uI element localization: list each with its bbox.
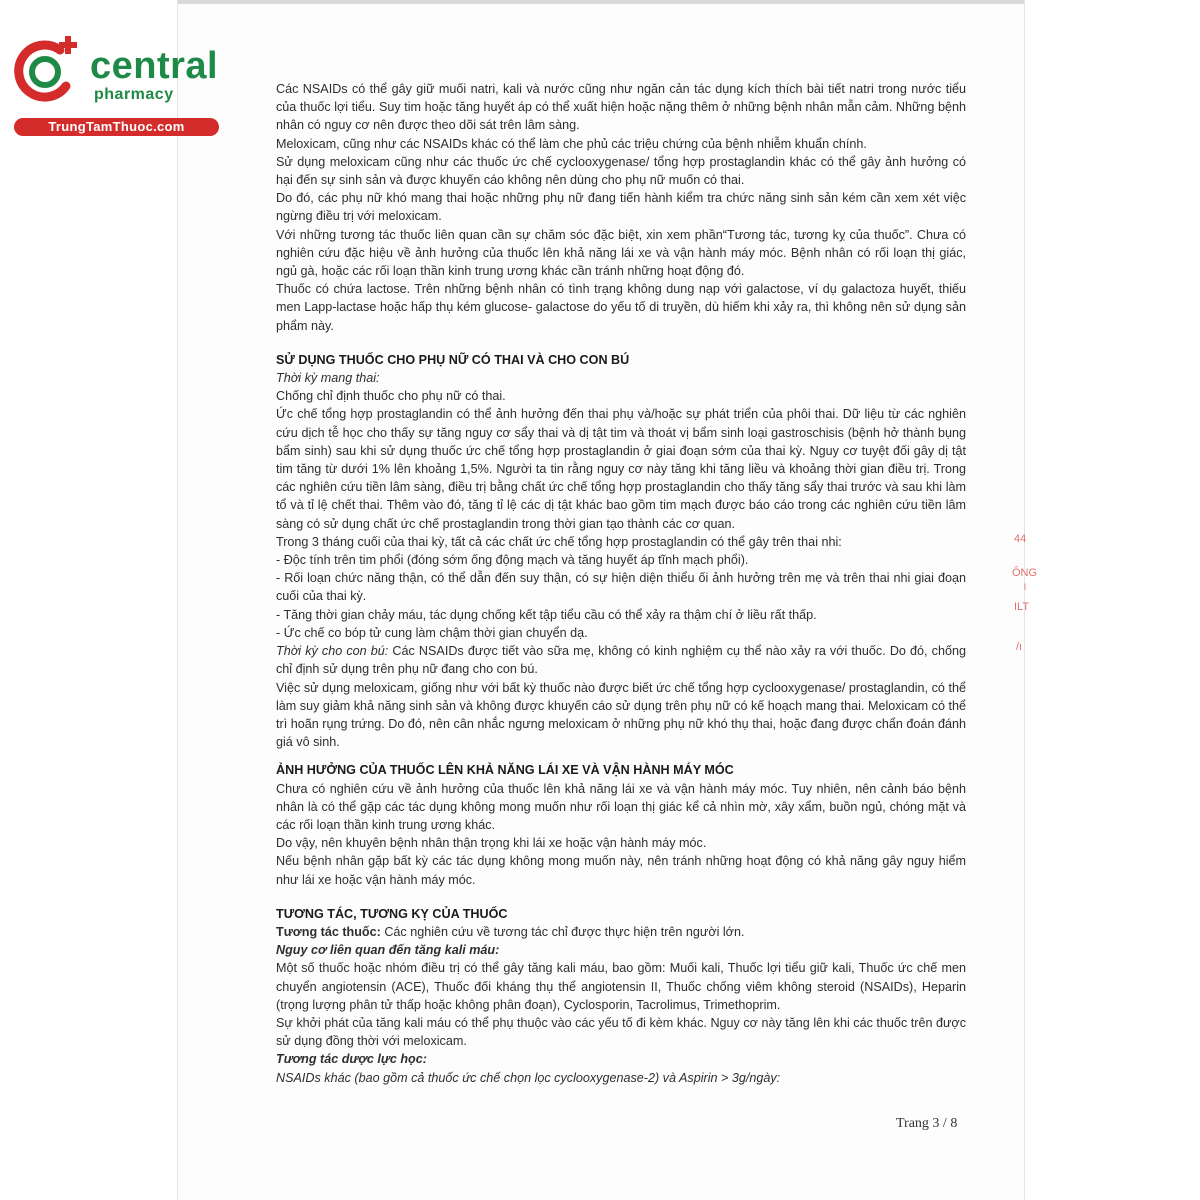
bullet-item: - Độc tính trên tim phổi (đóng sớm ống động mạch và tăng huyết áp tĩnh mạch phổi). [276, 553, 749, 568]
svg-text:l: l [1024, 582, 1026, 592]
paragraph-interactions [276, 923, 966, 941]
paragraph-nsaids-aspirin: NSAIDs khác (bao gồm cả thuốc ức chế chọn lọc cyclooxygenase-2) và Aspirin > 3g/ngày: [276, 1070, 781, 1085]
paragraph: Meloxicam, cũng như các NSAIDs khác có thể làm che phủ các triệu chứng của bệnh nhiễm khuẩn chính. [276, 136, 867, 151]
bullet-item: - Tăng thời gian chảy máu, tác dụng chống kết tập tiểu cầu có thể xảy ra thậm chí ở liều rất thấp. [276, 607, 817, 622]
paragraph: Do vậy, nên khuyên bệnh nhân thận trọng khi lái xe hoặc vận hành máy móc. [276, 836, 707, 851]
bullet-item: - Rối loạn chức năng thận, có thể dẫn đến suy thận, có sự hiện diện thiểu ối ảnh hưởng trên mẹ và trên thai nhi giai đoạn cuối của thai kỳ. [276, 571, 966, 604]
paragraph: Nếu bệnh nhân gặp bất kỳ các tác dụng không mong muốn này, nên tránh những hoạt động có khả năng gây nguy hiểm như lái xe hoặc vận hành máy móc. [276, 854, 966, 887]
bullet-item: - Ức chế co bóp tử cung làm chậm thời gian chuyển dạ. [276, 625, 588, 640]
svg-text:/ı: /ı [1016, 641, 1023, 653]
paragraph: Các NSAIDs có thể gây giữ muối natri, kali và nước cũng như ngăn cản tác dụng kích thích bài tiết natri trong nước tiểu của thuốc lợi tiểu. Suy tim hoặc tăng huyết áp có thể xuất hiện hoặc nặng thêm ở những bệnh nhân mẫn cảm. Những bệnh nhân có nguy cơ nên được theo dõi sát trên lâm sàng. [276, 82, 966, 133]
paragraph: Thuốc có chứa lactose. Trên những bệnh nhân có tình trạng không dung nạp với galactose, ví dụ galactoza huyết, thiếu men Lapp-lactase hoặc hấp thụ kém glucose- galactose do yếu tố di truyền, dù hiếm khi xảy ra, thì không nên sử dụng sản phẩm này. [276, 282, 966, 333]
paragraph: Sử dụng meloxicam cũng như các thuốc ức chế cyclooxygenase/ tổng hợp prostaglandin khác có thể gây ảnh hưởng có hại đến sự sinh sản và được khuyến cáo không nên dùng cho phụ nữ muốn có thai. [276, 154, 966, 188]
subheading-hyperkalemia: Nguy cơ liên quan đến tăng kali máu: [276, 943, 500, 958]
logo-name: central [90, 45, 219, 87]
paragraph: Chống chỉ định thuốc cho phụ nữ có thai. [276, 389, 506, 404]
section-heading-interactions: TƯƠNG TÁC, TƯƠNG KỴ CỦA THUỐC [276, 906, 508, 921]
paragraph: Một số thuốc hoặc nhóm điều trị có thể gây tăng kali máu, bao gồm: Muối kali, Thuốc lợi tiểu giữ kali, Thuốc ức chế men chuyển angiotensin (ACE), Thuốc đối kháng thụ thể angiotensin II, Thuốc chống viêm không steroid (NSAIDs), Heparin (trọng lượng phân tử thấp hoặc không phân đoạn), Cyclosporin, Tacrolimus, Trimethoprim. [276, 961, 966, 1012]
logo-url-badge: TrungTamThuoc.com [14, 118, 219, 136]
subheading-pharmacodynamic: Tương tác dược lực học: [276, 1052, 427, 1067]
page-number: Trang 3 / 8 [896, 1116, 958, 1131]
paragraph: Ức chế tổng hợp prostaglandin có thể ảnh hưởng đến thai phụ và/hoặc sự phát triển của phôi thai. Dữ liệu từ các nghiên cứu dịch tễ học cho thấy sự tăng nguy cơ sẩy thai và dị tật tim và thoát vị bẩm sinh loại gastroschisis (bệnh hở thành bụng bẩm sinh) sau khi sử dụng thuốc ức chế tổng hợp prostaglandin ở giai đoạn sớm của thai kỳ. Nguy cơ tuyệt đối gây dị tật tim tăng từ dưới 1% lên khoảng 1,5%. Người ta tin rằng nguy cơ này tăng khi tăng liều và khoảng thời gian điều trị. Trong các nghiên cứu tiền lâm sàng, điều trị bằng chất ức chế tổng hợp prostaglandin cho thấy tăng sẩy thai trước và sau khi làm tổ và tỉ lệ chết thai. Thêm vào đó, tăng tỉ lệ các dị tật khác bao gồm tim mạch được báo cáo trong các nghiên cứu tiền lâm sàng có sử dụng chất ức chế prostaglandin trong thời gian tạo thành các cơ quan. [276, 407, 966, 531]
svg-text:ILT: ILT [1014, 601, 1030, 613]
paragraph-lactation [276, 642, 966, 678]
svg-text:44: 44 [1014, 533, 1027, 545]
interaction-label: Tương tác thuốc: [276, 924, 381, 939]
logo-subtitle: pharmacy [94, 86, 174, 103]
red-stamp-fragment [1004, 520, 1038, 670]
paragraph: Trong 3 tháng cuối của thai kỳ, tất cả các chất ức chế tổng hợp prostaglandin có thể gây trên thai nhi: [276, 534, 842, 549]
interaction-text: Các nghiên cứu về tương tác chỉ được thực hiện trên người lớn. [380, 924, 745, 939]
paragraph: Việc sử dụng meloxicam, giống như với bất kỳ thuốc nào được biết ức chế tổng hợp cyclooxygenase/ prostaglandin, có thể làm suy giảm khả năng sinh sản và không được khuyến cáo sử dụng trên phụ nữ có kế hoạch mang thai. Meloxicam có thể trì hoãn rụng trứng. Do đó, nên cân nhắc ngưng meloxicam ở những phụ nữ khó thụ thai, hoặc đang được chẩn đoán đánh giá vô sinh. [276, 680, 966, 750]
paragraph: Với những tương tác thuốc liên quan cần sự chăm sóc đặc biệt, xin xem phần“Tương tác, tương kỵ của thuốc”. Chưa có nghiên cứu đặc hiệu về ảnh hưởng của thuốc lên khả năng lái xe và vận hành máy móc. Bệnh nhân có rối loạn thị giác, ngủ gà, hoặc các rối loạn thần kinh trung ương khác cần tránh những hoạt động đó. [276, 227, 966, 279]
paragraph: Sự khởi phát của tăng kali máu có thể phụ thuộc vào các yếu tố đi kèm khác. Nguy cơ này tăng lên khi các thuốc trên được sử dụng đồng thời với meloxicam. [276, 1015, 966, 1049]
pharmacy-logo-icon [10, 36, 82, 108]
central-pharmacy-logo[interactable] [10, 36, 219, 136]
document-body [276, 80, 966, 1087]
section-heading-driving: ẢNH HƯỞNG CỦA THUỐC LÊN KHẢ NĂNG LÁI XE VÀ VẬN HÀNH MÁY MÓC [276, 763, 734, 778]
lactation-text: Các NSAIDs được tiết vào sữa mẹ, không có kinh nghiệm cụ thể nào xảy ra với thuốc. Do đó, chống chỉ định sử dụng trên phụ nữ đang cho con bú. [276, 644, 966, 677]
section-heading-pregnancy: SỬ DỤNG THUỐC CHO PHỤ NỮ CÓ THAI VÀ CHO CON BÚ [276, 352, 630, 367]
subheading-pregnancy-period: Thời kỳ mang thai: [276, 371, 380, 386]
paragraph: Chưa có nghiên cứu về ảnh hưởng của thuốc lên khả năng lái xe và vận hành máy móc. Tuy nhiên, nên cảnh báo bệnh nhân là có thể gặp các tác dụng không mong muốn như rối loạn thị giác kể cả nhìn mờ, xây xẩm, buồn ngủ, chóng mặt và các rối loạn thần kinh trung ương khác. [276, 781, 966, 832]
page-top-edge [178, 0, 1024, 4]
lactation-label: Thời kỳ cho con bú: [276, 644, 389, 659]
svg-text:ÔNG: ÔNG [1012, 567, 1038, 579]
paragraph: Do đó, các phụ nữ khó mang thai hoặc những phụ nữ đang tiến hành kiểm tra chức năng sinh sản kém cần xem xét việc ngừng điều trị với meloxicam. [276, 191, 966, 224]
